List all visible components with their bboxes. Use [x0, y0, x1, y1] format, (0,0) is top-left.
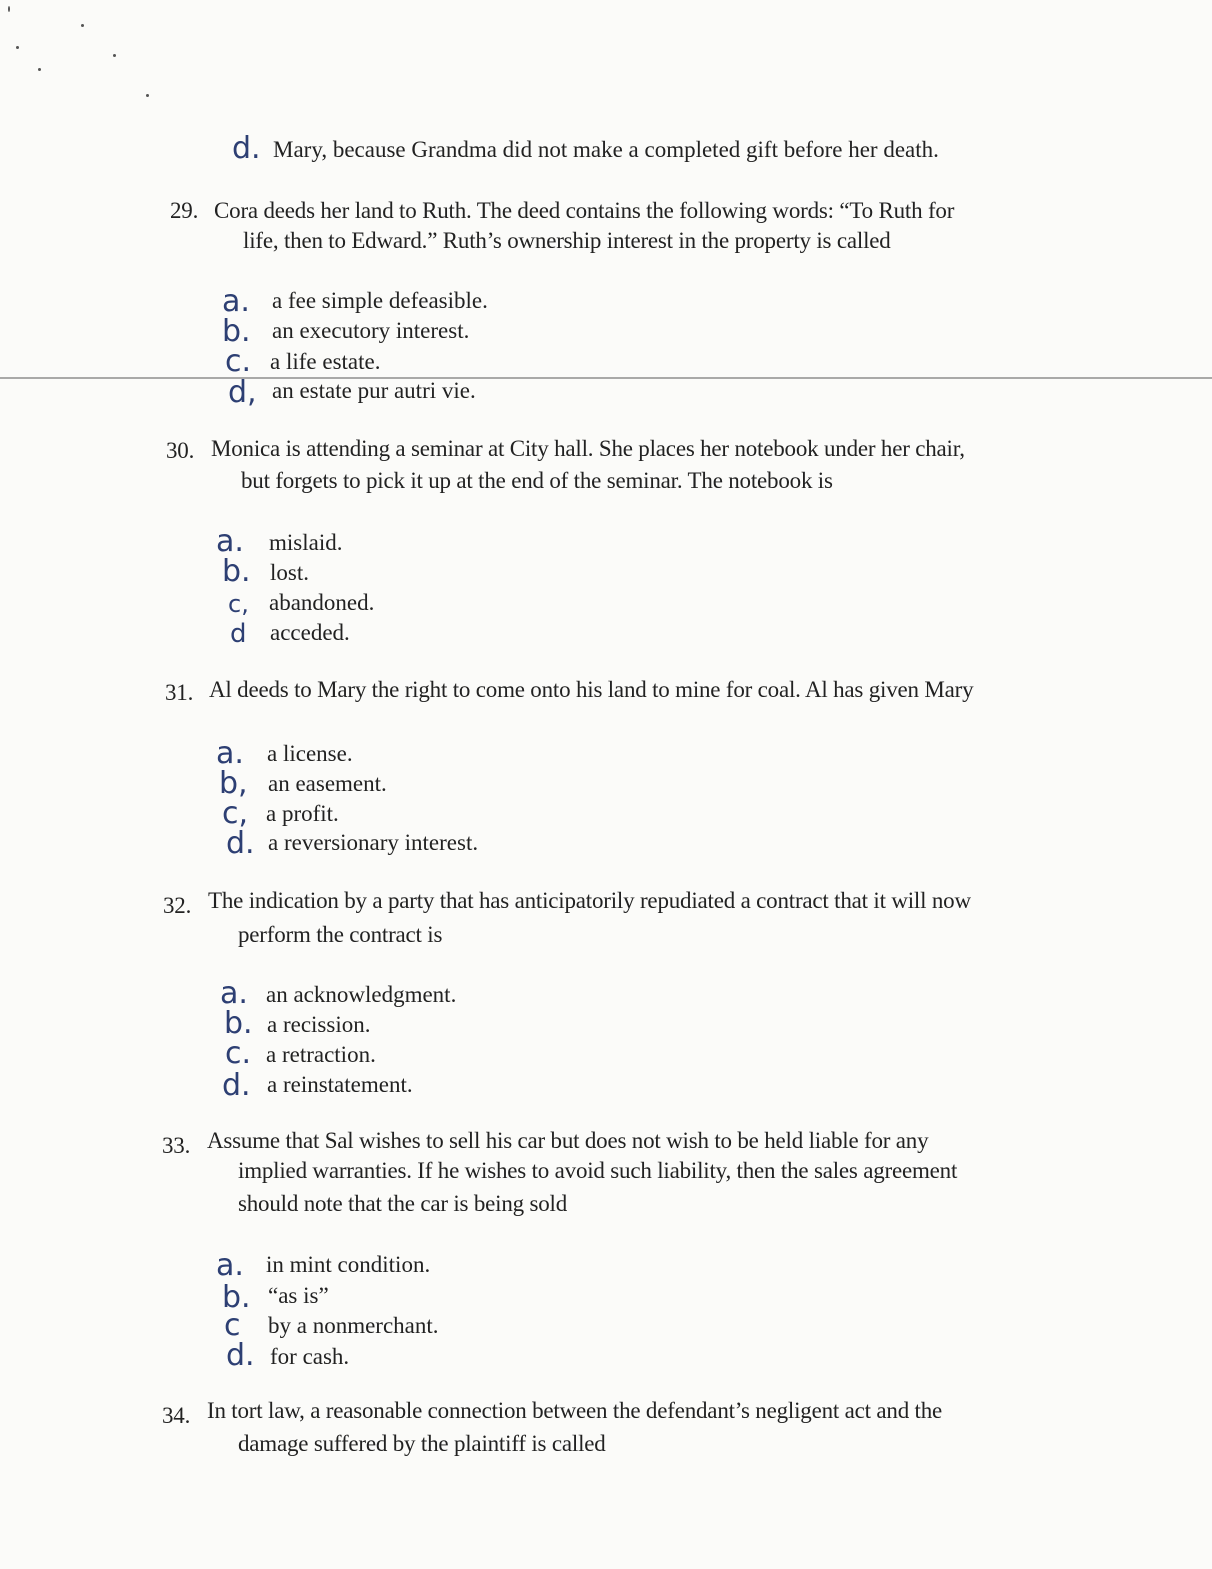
- handwritten-letter: c: [224, 1308, 241, 1343]
- option-text: by a nonmerchant.: [268, 1313, 439, 1338]
- option-text: lost.: [270, 560, 309, 585]
- handwritten-letter: b,: [219, 766, 248, 801]
- option-text: Mary, because Grandma did not make a completed gift before her death.: [273, 137, 939, 162]
- scan-speck: [81, 24, 84, 27]
- handwritten-letter: c.: [225, 1036, 252, 1071]
- option-text: an acknowledgment.: [266, 982, 457, 1007]
- question-number: 33.: [162, 1133, 191, 1158]
- scan-speck: [113, 54, 116, 57]
- option-text: for cash.: [270, 1344, 350, 1369]
- option-text: a license.: [267, 741, 353, 766]
- question-text-line: life, then to Edward.” Ruth’s ownership interest in the property is called: [243, 228, 891, 253]
- option-text: acceded.: [270, 620, 350, 645]
- option-text: an executory interest.: [272, 318, 470, 343]
- handwritten-letter: c,: [222, 796, 249, 831]
- handwritten-letter: a.: [216, 736, 244, 771]
- option-text: in mint condition.: [266, 1252, 431, 1277]
- handwritten-letter: b.: [222, 314, 251, 349]
- question-text-line: Cora deeds her land to Ruth. The deed contains the following words: “To Ruth for: [214, 198, 955, 223]
- question-text-line: perform the contract is: [238, 922, 443, 947]
- handwritten-letter: d.: [232, 131, 261, 166]
- question-number: 34.: [162, 1403, 191, 1428]
- question-text-line: In tort law, a reasonable connection between the defendant’s negligent act and the: [207, 1398, 943, 1423]
- question-text-line: damage suffered by the plaintiff is called: [238, 1431, 606, 1456]
- question-text-line: Monica is attending a seminar at City hall. She places her notebook under her chair,: [211, 436, 965, 461]
- scan-line-artifact: [0, 377, 1212, 379]
- option-text: a reversionary interest.: [268, 830, 479, 855]
- handwritten-letter: d.: [226, 826, 255, 861]
- option-text: a fee simple defeasible.: [272, 288, 488, 313]
- option-text: a recission.: [267, 1012, 371, 1037]
- scan-speck: [146, 94, 149, 97]
- question-text-line: implied warranties. If he wishes to avoid such liability, then the sales agreement: [238, 1158, 958, 1183]
- scan-speck: [38, 68, 41, 71]
- handwritten-letter: d,: [228, 375, 257, 410]
- handwritten-letter: a.: [220, 976, 248, 1011]
- question-number: 32.: [163, 893, 192, 918]
- handwritten-letter: b.: [222, 1280, 251, 1315]
- handwritten-letter: a.: [216, 1248, 244, 1283]
- question-text-line: Al deeds to Mary the right to come onto his land to mine for coal. Al has given Mary: [209, 677, 974, 702]
- option-text: an estate pur autri vie.: [272, 378, 476, 403]
- option-text: a reinstatement.: [267, 1072, 413, 1097]
- option-text: abandoned.: [269, 590, 375, 615]
- option-text: “as is”: [268, 1283, 329, 1308]
- question-text-line: should note that the car is being sold: [238, 1191, 568, 1216]
- handwritten-letter: a.: [222, 284, 250, 319]
- handwritten-letter: b.: [224, 1006, 253, 1041]
- handwritten-letter: d.: [226, 1338, 255, 1373]
- handwritten-letter: d: [230, 619, 247, 649]
- question-text-line: The indication by a party that has anticipatorily repudiated a contract that it will now: [208, 888, 971, 913]
- option-text: a profit.: [266, 801, 339, 826]
- handwritten-letter: c.: [225, 344, 252, 379]
- question-text-line: but forgets to pick it up at the end of the seminar. The notebook is: [241, 468, 833, 493]
- option-text: an easement.: [268, 771, 387, 796]
- question-number: 30.: [166, 438, 195, 463]
- question-text-line: Assume that Sal wishes to sell his car but does not wish to be held liable for any: [207, 1128, 929, 1153]
- option-text: mislaid.: [269, 530, 343, 555]
- scan-speck: [16, 46, 19, 49]
- handwritten-letter: b.: [222, 554, 251, 589]
- question-number: 31.: [165, 680, 194, 705]
- handwritten-letter: a.: [216, 524, 244, 559]
- handwritten-letter: c,: [228, 590, 249, 618]
- handwritten-letter: d.: [222, 1068, 251, 1103]
- scan-speck: [8, 6, 10, 12]
- question-number: 29.: [170, 198, 199, 223]
- option-text: a retraction.: [266, 1042, 376, 1067]
- option-text: a life estate.: [270, 349, 381, 374]
